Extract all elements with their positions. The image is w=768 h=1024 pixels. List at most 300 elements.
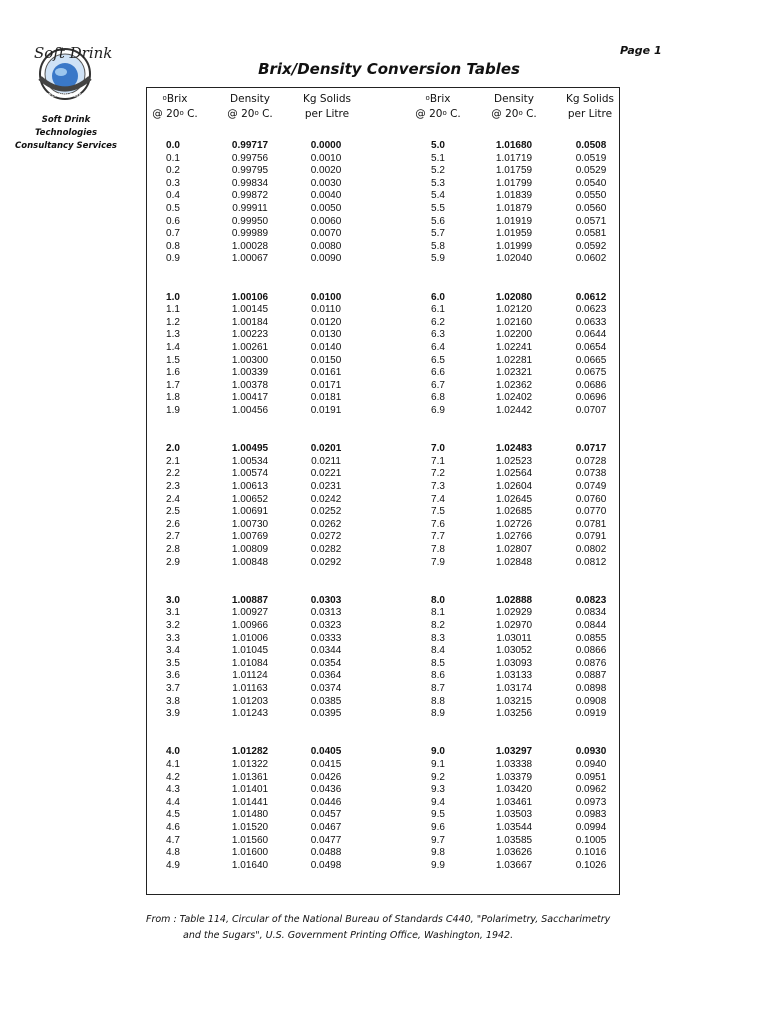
solids-cell: 0.0791 — [575, 531, 607, 543]
solids-cell: 0.0508 — [575, 140, 607, 151]
solids-cell: 0.0717 — [575, 443, 607, 455]
density-cell: 0.99834 — [231, 177, 269, 189]
solids-cell: 0.0252 — [310, 506, 342, 518]
density-cell: 1.00417 — [231, 392, 269, 404]
density-cell: 1.02848 — [495, 556, 533, 568]
solids-cell: 0.0571 — [575, 215, 607, 227]
brix-cell: 4.9 — [166, 859, 180, 871]
brix-cell: 1.3 — [166, 329, 180, 341]
density-cell: 1.02645 — [495, 493, 533, 505]
footnote-line-2: and the Sugars", U.S. Government Printing Office, Washington, 1942. — [183, 930, 514, 941]
density-cell: 1.02120 — [495, 304, 533, 316]
brix-cell: 2.4 — [166, 493, 180, 505]
brix-cell: 2.7 — [166, 531, 180, 543]
density-cell: 1.01520 — [231, 822, 269, 833]
brix-cell: 1.9 — [166, 405, 180, 416]
brix-cell: 7.9 — [431, 556, 445, 568]
brix-cell: 7.5 — [431, 506, 445, 518]
brix-cell: 6.0 — [431, 291, 445, 303]
brix-cell: 5.0 — [431, 140, 445, 151]
solids-cell: 0.0191 — [310, 405, 342, 416]
density-cell: 1.01600 — [231, 847, 269, 859]
density-cell: 1.01999 — [495, 240, 533, 252]
solids-cell: 0.0262 — [310, 518, 342, 530]
solids-cell: 0.0707 — [575, 405, 607, 416]
density-cell: 1.00028 — [231, 240, 269, 252]
solids-cell: 0.0477 — [310, 834, 342, 846]
density-cell: 0.99989 — [231, 228, 269, 240]
brix-cell: 9.3 — [431, 784, 445, 796]
brix-cell: 0.8 — [166, 240, 180, 252]
brix-cell: 6.6 — [431, 367, 445, 379]
density-cell: 0.99950 — [231, 215, 269, 227]
brix-cell: 7.1 — [431, 455, 445, 467]
brix-cell: 5.6 — [431, 215, 445, 227]
brix-cell: 9.5 — [431, 809, 445, 821]
brix-cell: 8.1 — [431, 607, 445, 619]
brix-cell: 7.8 — [431, 544, 445, 555]
solids-cell: 0.1005 — [575, 834, 607, 846]
brix-cell: 7.4 — [431, 493, 445, 505]
density-cell: 1.02160 — [495, 316, 533, 328]
density-cell: 1.01839 — [495, 190, 533, 202]
brix-cell: 1.0 — [166, 291, 180, 303]
density-cell: 1.00691 — [231, 506, 269, 518]
brix-cell: 4.2 — [166, 771, 180, 783]
density-cell: 1.00106 — [231, 291, 269, 303]
density-cell: 0.99756 — [231, 152, 269, 164]
brix-cell: 6.9 — [431, 405, 445, 416]
density-cell: 1.02604 — [495, 481, 533, 492]
brix-cell: 9.9 — [431, 859, 445, 871]
brix-cell: 9.8 — [431, 847, 445, 859]
header-solids-left: Kg Solids per Litre — [303, 93, 351, 120]
logo-globe-icon — [26, 40, 113, 104]
solids-cell: 0.0802 — [575, 544, 607, 555]
brix-cell: 0.3 — [166, 177, 180, 189]
brix-cell: 1.8 — [166, 392, 180, 404]
page-number: Page 1 — [620, 44, 662, 57]
brix-cell: 1.7 — [166, 379, 180, 391]
brix-cell: 5.9 — [431, 253, 445, 265]
brix-cell: 6.2 — [431, 316, 445, 328]
brix-cell: 1.4 — [166, 342, 180, 353]
solids-cell: 0.0498 — [310, 859, 342, 871]
solids-cell: 0.0781 — [575, 518, 607, 530]
solids-cell: 0.0364 — [310, 670, 342, 682]
solids-cell: 0.0150 — [310, 354, 342, 366]
density-cell: 1.01480 — [231, 809, 269, 821]
header-brix-right: $^o$Brix @ 20$^o$ C. — [415, 93, 461, 120]
density-cell: 1.00261 — [231, 342, 269, 353]
brix-cell: 1.6 — [166, 367, 180, 379]
brix-cell: 2.0 — [166, 443, 180, 455]
density-cell: 1.02040 — [495, 253, 533, 265]
brix-cell: 5.5 — [431, 203, 445, 214]
density-cell: 1.02766 — [495, 531, 533, 543]
density-cell: 1.00613 — [231, 481, 269, 492]
solids-cell: 0.0161 — [310, 367, 342, 379]
solids-cell: 0.0973 — [575, 796, 607, 808]
solids-cell: 0.0983 — [575, 809, 607, 821]
brix-cell: 2.2 — [166, 468, 180, 480]
solids-cell: 0.0738 — [575, 468, 607, 480]
solids-cell: 0.0529 — [575, 165, 607, 177]
density-cell: 1.03420 — [495, 784, 533, 796]
brix-cell: 1.5 — [166, 354, 180, 366]
brix-cell: 9.1 — [431, 759, 445, 770]
density-cell: 1.01203 — [231, 695, 269, 707]
logo-script-text: Soft Drink — [34, 44, 113, 62]
logo-ring-text: TECHNOLOGIES — [45, 93, 85, 99]
solids-cell: 0.0140 — [310, 342, 342, 353]
brix-cell: 9.6 — [431, 822, 445, 833]
solids-cell: 0.0602 — [575, 253, 607, 265]
solids-cell: 0.0930 — [575, 746, 607, 758]
density-cell: 1.01361 — [231, 771, 269, 783]
density-cell: 1.00067 — [231, 253, 269, 265]
density-cell: 1.01163 — [232, 683, 268, 694]
brix-cell: 0.6 — [166, 215, 180, 227]
solids-cell: 0.0110 — [311, 304, 341, 316]
solids-cell: 0.0898 — [575, 683, 607, 694]
density-cell: 1.01640 — [231, 859, 269, 871]
density-cell: 0.99717 — [231, 140, 269, 151]
density-cell: 1.01124 — [232, 670, 268, 682]
density-cell: 1.02321 — [495, 367, 533, 379]
brix-cell: 3.6 — [166, 670, 180, 682]
brix-cell: 3.7 — [166, 683, 180, 694]
brix-cell: 9.4 — [431, 796, 445, 808]
solids-cell: 0.0090 — [310, 253, 342, 265]
solids-cell: 0.0100 — [310, 291, 342, 303]
density-cell: 1.01959 — [495, 228, 533, 240]
company-logo — [26, 40, 113, 104]
density-cell: 1.03585 — [495, 834, 533, 846]
brix-cell: 8.5 — [431, 657, 445, 669]
company-line-2: Technologies — [34, 128, 98, 138]
brix-cell: 5.8 — [431, 240, 445, 252]
brix-cell: 0.9 — [166, 253, 180, 265]
page-title: Brix/Density Conversion Tables — [258, 60, 520, 78]
solids-cell: 0.0303 — [310, 594, 342, 606]
brix-cell: 5.7 — [431, 228, 445, 240]
density-cell: 1.00534 — [231, 455, 269, 467]
brix-cell: 3.8 — [166, 695, 180, 707]
brix-cell: 6.1 — [431, 304, 445, 316]
solids-cell: 0.0030 — [310, 177, 342, 189]
density-cell: 1.00769 — [231, 531, 269, 543]
solids-cell: 0.0272 — [310, 531, 342, 543]
brix-cell: 1.2 — [166, 316, 180, 328]
solids-cell: 0.0120 — [310, 316, 342, 328]
solids-cell: 0.0344 — [310, 645, 342, 657]
solids-cell: 0.0908 — [575, 695, 607, 707]
density-cell: 1.00223 — [231, 329, 269, 341]
brix-cell: 2.5 — [166, 506, 180, 518]
brix-cell: 8.0 — [431, 594, 445, 606]
density-cell: 1.02523 — [495, 455, 533, 467]
brix-cell: 3.3 — [166, 632, 180, 644]
brix-cell: 6.8 — [431, 392, 445, 404]
solids-cell: 0.1026 — [575, 859, 607, 871]
density-cell: 1.02564 — [495, 468, 533, 480]
brix-cell: 8.6 — [431, 670, 445, 682]
solids-cell: 0.0654 — [575, 342, 607, 353]
brix-cell: 9.2 — [431, 771, 445, 783]
brix-cell: 7.6 — [431, 518, 445, 530]
solids-cell: 0.0592 — [575, 240, 607, 252]
brix-cell: 2.1 — [166, 455, 180, 467]
solids-cell: 0.0665 — [575, 354, 607, 366]
density-cell: 1.02241 — [495, 342, 533, 353]
density-cell: 1.02442 — [495, 405, 533, 416]
solids-cell: 0.0876 — [575, 657, 607, 669]
solids-cell: 0.0844 — [575, 620, 607, 631]
solids-cell: 0.0644 — [575, 329, 607, 341]
density-cell: 1.01441 — [231, 796, 269, 808]
solids-cell: 0.0050 — [310, 203, 342, 214]
source-footnote — [146, 912, 646, 944]
solids-cell: 0.0675 — [575, 367, 607, 379]
density-cell: 1.03626 — [495, 847, 533, 859]
brix-cell: 8.3 — [431, 632, 445, 644]
solids-cell: 0.0060 — [310, 215, 342, 227]
brix-cell: 5.2 — [431, 165, 445, 177]
solids-cell: 0.0457 — [310, 809, 342, 821]
density-cell: 1.03461 — [495, 796, 533, 808]
solids-cell: 0.0623 — [575, 304, 607, 316]
solids-cell: 0.0540 — [575, 177, 607, 189]
density-cell: 1.03133 — [495, 670, 533, 682]
brix-cell: 8.2 — [431, 620, 445, 631]
solids-cell: 0.0010 — [310, 152, 342, 164]
solids-cell: 0.0887 — [575, 670, 607, 682]
density-cell: 1.01045 — [231, 645, 269, 657]
brix-cell: 6.4 — [431, 342, 445, 353]
solids-cell: 0.0940 — [575, 759, 607, 770]
brix-cell: 9.7 — [431, 834, 445, 846]
solids-cell: 0.0040 — [310, 190, 342, 202]
density-cell: 1.00378 — [231, 379, 269, 391]
density-cell: 1.03174 — [495, 683, 533, 694]
footnote-line-1: From : Table 114, Circular of the National Bureau of Standards C440, "Polarimetry, Saccharimetry — [146, 914, 611, 925]
density-cell: 1.03215 — [495, 695, 533, 707]
density-cell: 1.00652 — [231, 493, 269, 505]
company-line-3: Consultancy Services — [15, 141, 117, 151]
density-cell: 1.00495 — [231, 443, 269, 455]
conversion-table-frame — [146, 87, 620, 895]
solids-cell: 0.0686 — [575, 379, 607, 391]
density-cell: 1.01084 — [231, 657, 269, 669]
density-cell: 1.03093 — [495, 657, 533, 669]
brix-cell: 0.0 — [166, 140, 180, 151]
brix-cell: 0.7 — [166, 228, 180, 240]
brix-cell: 4.1 — [166, 759, 180, 770]
density-cell: 0.99911 — [232, 203, 268, 214]
brix-cell: 0.2 — [166, 165, 180, 177]
solids-cell: 0.0467 — [310, 822, 342, 833]
density-cell: 1.03544 — [495, 822, 533, 833]
solids-cell: 0.0242 — [310, 493, 342, 505]
density-cell: 1.01282 — [231, 746, 269, 758]
brix-cell: 6.7 — [431, 379, 445, 391]
solids-cell: 0.0760 — [575, 493, 607, 505]
density-cell: 1.01799 — [495, 177, 533, 189]
density-cell: 1.00145 — [231, 304, 269, 316]
solids-cell: 0.0436 — [310, 784, 342, 796]
brix-cell: 2.9 — [166, 556, 180, 568]
brix-cell: 8.8 — [431, 695, 445, 707]
density-cell: 1.00887 — [231, 594, 269, 606]
density-cell: 1.03256 — [495, 708, 533, 720]
brix-cell: 4.5 — [166, 809, 180, 821]
density-cell: 0.99795 — [231, 165, 269, 177]
density-cell: 1.01401 — [231, 784, 269, 796]
solids-cell: 0.0962 — [575, 784, 607, 796]
solids-cell: 0.0446 — [310, 796, 342, 808]
solids-cell: 0.0919 — [575, 708, 607, 720]
solids-cell: 0.0519 — [575, 152, 607, 164]
solids-cell: 0.0581 — [575, 228, 607, 240]
company-name — [8, 114, 124, 153]
brix-cell: 7.3 — [431, 481, 445, 492]
solids-cell: 0.0181 — [310, 392, 342, 404]
brix-cell: 3.1 — [166, 607, 180, 619]
density-cell: 1.03338 — [495, 759, 533, 770]
density-cell: 1.02362 — [495, 379, 533, 391]
solids-cell: 0.0855 — [575, 632, 607, 644]
solids-cell: 0.1016 — [575, 847, 607, 859]
brix-cell: 5.3 — [431, 177, 445, 189]
density-cell: 1.00730 — [231, 518, 269, 530]
brix-cell: 2.6 — [166, 518, 180, 530]
solids-cell: 0.0354 — [310, 657, 342, 669]
density-cell: 1.01680 — [495, 140, 533, 151]
density-cell: 1.01322 — [231, 759, 269, 770]
density-cell: 1.01759 — [495, 165, 533, 177]
density-cell: 1.00456 — [231, 405, 269, 416]
brix-cell: 8.9 — [431, 708, 445, 720]
brix-cell: 2.8 — [166, 544, 180, 555]
company-line-1: Soft Drink — [41, 115, 91, 125]
brix-cell: 3.2 — [166, 620, 180, 631]
brix-cell: 4.6 — [166, 822, 180, 833]
density-cell: 1.02483 — [495, 443, 533, 455]
density-cell: 1.01560 — [231, 834, 269, 846]
solids-cell: 0.0812 — [575, 556, 607, 568]
brix-cell: 4.3 — [166, 784, 180, 796]
density-cell: 1.03011 — [496, 632, 532, 644]
solids-cell: 0.0000 — [310, 140, 342, 151]
brix-cell: 0.5 — [166, 203, 180, 214]
solids-cell: 0.0070 — [310, 228, 342, 240]
brix-cell: 3.4 — [166, 645, 180, 657]
density-cell: 0.99872 — [231, 190, 269, 202]
brix-cell: 6.5 — [431, 354, 445, 366]
density-cell: 1.02888 — [495, 594, 533, 606]
brix-cell: 8.7 — [431, 683, 445, 694]
density-cell: 1.00848 — [231, 556, 269, 568]
brix-cell: 4.7 — [166, 834, 180, 846]
brix-cell: 3.0 — [166, 594, 180, 606]
density-cell: 1.01919 — [495, 215, 533, 227]
brix-cell: 4.0 — [166, 746, 180, 758]
density-cell: 1.03503 — [495, 809, 533, 821]
density-cell: 1.00574 — [231, 468, 269, 480]
density-cell: 1.02685 — [495, 506, 533, 518]
brix-cell: 6.3 — [431, 329, 445, 341]
solids-cell: 0.0405 — [310, 746, 342, 758]
density-cell: 1.00809 — [231, 544, 269, 555]
density-cell: 1.01879 — [495, 203, 533, 214]
solids-cell: 0.0395 — [310, 708, 342, 720]
density-cell: 1.02080 — [495, 291, 533, 303]
solids-cell: 0.0866 — [575, 645, 607, 657]
brix-cell: 5.4 — [431, 190, 445, 202]
density-cell: 1.03379 — [495, 771, 533, 783]
solids-cell: 0.0385 — [310, 695, 342, 707]
density-cell: 1.02200 — [495, 329, 533, 341]
brix-cell: 4.4 — [166, 796, 180, 808]
solids-cell: 0.0728 — [575, 455, 607, 467]
brix-cell: 2.3 — [166, 481, 180, 492]
solids-cell: 0.0020 — [310, 165, 342, 177]
solids-cell: 0.0488 — [310, 847, 342, 859]
solids-cell: 0.0612 — [575, 291, 607, 303]
brix-cell: 7.7 — [431, 531, 445, 543]
solids-cell: 0.0415 — [310, 759, 342, 770]
brix-cell: 1.1 — [166, 304, 180, 316]
density-cell: 1.01006 — [231, 632, 269, 644]
solids-cell: 0.0221 — [310, 468, 342, 480]
solids-cell: 0.0171 — [310, 379, 342, 391]
density-cell: 1.01719 — [495, 152, 533, 164]
header-solids-right: Kg Solids per Litre — [566, 93, 614, 120]
solids-cell: 0.0080 — [310, 240, 342, 252]
density-cell: 1.02402 — [495, 392, 533, 404]
density-cell: 1.00339 — [231, 367, 269, 379]
solids-cell: 0.0282 — [310, 544, 342, 555]
density-cell: 1.01243 — [231, 708, 269, 720]
solids-cell: 0.0994 — [575, 822, 607, 833]
density-cell: 1.00966 — [231, 620, 269, 631]
brix-cell: 3.5 — [166, 657, 180, 669]
solids-cell: 0.0374 — [310, 683, 342, 694]
density-cell: 1.02970 — [495, 620, 533, 631]
density-cell: 1.02726 — [495, 518, 533, 530]
solids-cell: 0.0323 — [310, 620, 342, 631]
density-cell: 1.00184 — [231, 316, 269, 328]
density-cell: 1.00300 — [231, 354, 269, 366]
header-density-left: Density @ 20$^o$ C. — [227, 93, 273, 120]
brix-cell: 3.9 — [166, 708, 180, 720]
brix-cell: 4.8 — [166, 847, 180, 859]
density-cell: 1.03667 — [495, 859, 533, 871]
brix-cell: 0.4 — [166, 190, 180, 202]
solids-cell: 0.0633 — [575, 316, 607, 328]
solids-cell: 0.0696 — [575, 392, 607, 404]
brix-cell: 7.2 — [431, 468, 445, 480]
solids-cell: 0.0333 — [310, 632, 342, 644]
solids-cell: 0.0823 — [575, 594, 607, 606]
solids-cell: 0.0292 — [310, 556, 342, 568]
header-density-right: Density @ 20$^o$ C. — [491, 93, 537, 120]
solids-cell: 0.0313 — [310, 607, 342, 619]
brix-cell: 0.1 — [166, 152, 180, 164]
brix-cell: 7.0 — [431, 443, 445, 455]
solids-cell: 0.0130 — [310, 329, 342, 341]
